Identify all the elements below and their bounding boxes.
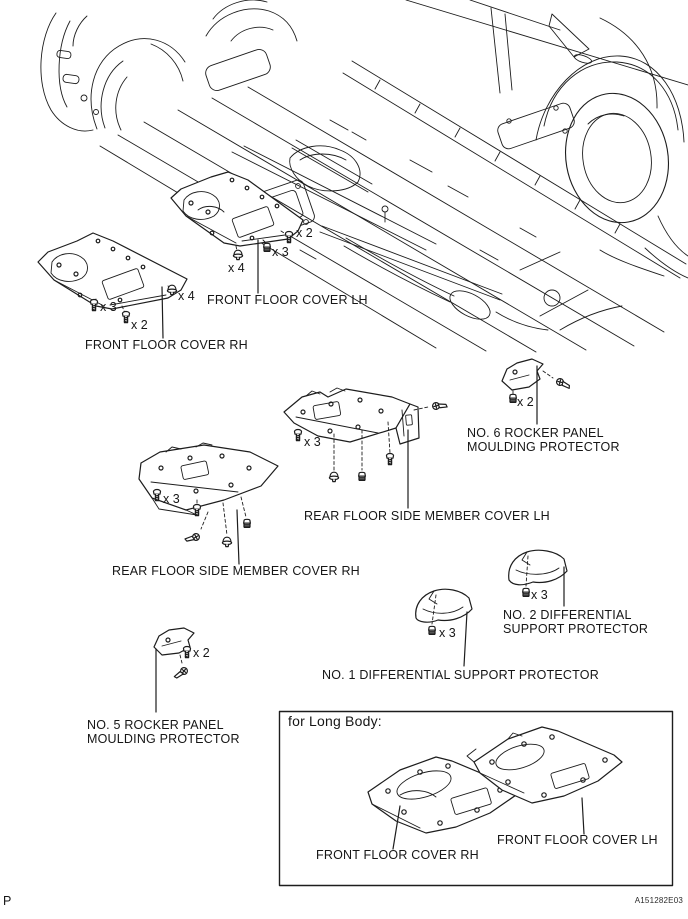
label-no5-rocker-panel-moulding-protector — [87, 719, 240, 747]
screw-icon — [556, 378, 571, 389]
grommet-clip-icon — [510, 394, 517, 402]
screw-icon — [174, 666, 188, 681]
bolt-icon — [387, 454, 394, 465]
qty-front-lh-bolt: x 2 — [296, 226, 313, 240]
rear-floor-side-member-cover-rh-drawing — [139, 443, 278, 564]
qty-front-rh-clip: x 4 — [178, 289, 195, 303]
qty-no1-clip: x 3 — [439, 626, 456, 640]
label-no1-differential-support-protector: NO. 1 DIFFERENTIAL SUPPORT PROTECTOR — [322, 668, 599, 682]
label-no2-differential-support-protector — [503, 609, 648, 637]
label-front-floor-cover-rh: FRONT FLOOR COVER RH — [85, 338, 248, 352]
qty-rear-rh-bolt: x 3 — [163, 492, 180, 506]
label-no6-rocker-panel-moulding-protector — [467, 427, 620, 455]
no5-rocker-panel-moulding-protector-drawing — [154, 628, 194, 712]
front-floor-cover-rh-drawing — [38, 233, 187, 338]
qty-front-rh-bolt3: x 3 — [100, 300, 117, 314]
qty-no6-clip: x 2 — [517, 395, 534, 409]
push-clip-icon — [222, 537, 231, 546]
label-line: MOULDING PROTECTOR — [87, 731, 240, 746]
long-body-section-title: for Long Body: — [288, 713, 382, 729]
label-long-body-front-floor-cover-rh: FRONT FLOOR COVER RH — [316, 848, 479, 862]
qty-rear-lh-bolt: x 3 — [304, 435, 321, 449]
label-line: MOULDING PROTECTOR — [467, 439, 620, 454]
label-rear-floor-side-member-cover-lh: REAR FLOOR SIDE MEMBER COVER LH — [304, 509, 550, 523]
label-line: NO. 6 ROCKER PANEL — [467, 426, 604, 440]
qty-front-lh-grommet: x 3 — [272, 245, 289, 259]
qty-no5-bolt: x 2 — [193, 646, 210, 660]
label-long-body-front-floor-cover-lh: FRONT FLOOR COVER LH — [497, 833, 658, 847]
label-front-floor-cover-lh: FRONT FLOOR COVER LH — [207, 293, 368, 307]
page-marker: P — [3, 894, 12, 908]
qty-front-lh-clip: x 4 — [228, 261, 245, 275]
screw-icon — [185, 532, 201, 545]
label-rear-floor-side-member-cover-rh: REAR FLOOR SIDE MEMBER COVER RH — [112, 564, 360, 578]
grommet-clip-icon — [359, 472, 366, 480]
bolt-icon — [184, 647, 191, 658]
push-clip-icon — [329, 472, 338, 481]
long-body-front-floor-cover-lh-drawing — [467, 727, 622, 834]
qty-front-rh-bolt2: x 2 — [131, 318, 148, 332]
qty-no2-clip: x 3 — [531, 588, 548, 602]
grommet-clip-icon — [523, 588, 530, 596]
bolt-icon — [295, 430, 302, 441]
label-line: NO. 2 DIFFERENTIAL — [503, 608, 632, 622]
label-line: SUPPORT PROTECTOR — [503, 621, 649, 636]
screw-icon — [432, 400, 447, 411]
grommet-clip-icon — [264, 243, 271, 251]
label-line: NO. 5 ROCKER PANEL — [87, 718, 224, 732]
grommet-clip-icon — [429, 626, 436, 634]
push-clip-icon — [233, 250, 242, 259]
bolt-icon — [123, 312, 130, 323]
no6-rocker-panel-moulding-protector-drawing — [502, 359, 571, 424]
figure-code: A151282E03 — [634, 896, 683, 905]
grommet-clip-icon — [244, 519, 251, 527]
